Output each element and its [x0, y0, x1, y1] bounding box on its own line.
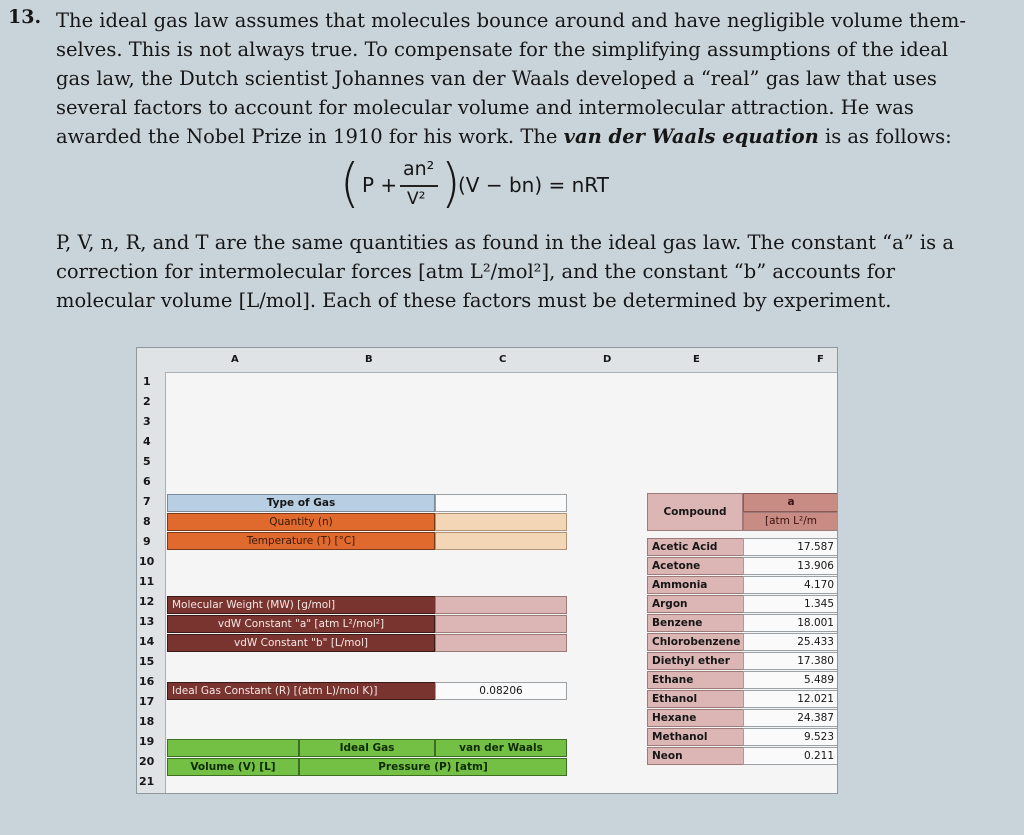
equation-numerator: an² — [403, 158, 435, 180]
compound-cell[interactable]: Ethane — [647, 671, 745, 689]
equation-denominator: V² — [407, 189, 426, 209]
molecular-weight-label[interactable]: Molecular Weight (MW) [g/mol] — [167, 596, 439, 614]
paragraph-constants — [56, 228, 976, 315]
volume-header-blank[interactable] — [167, 739, 299, 757]
text-line: correction for intermolecular forces [atm L²/mol²], and the constant “b” accounts for — [56, 260, 896, 283]
ideal-gas-constant-label[interactable]: Ideal Gas Constant (R) [(atm L)/mol K)] — [167, 682, 439, 700]
equation-p-plus: P + — [362, 173, 398, 197]
row-header[interactable]: 15 — [139, 655, 155, 668]
problem-number: 13. — [8, 6, 42, 28]
text-line: selves. This is not always true. To compensate for the simplifying assumptions of the ideal — [56, 38, 949, 61]
pressure-header[interactable]: Pressure (P) [atm] — [299, 758, 567, 776]
column-header[interactable]: F — [817, 354, 824, 365]
text-line — [56, 122, 976, 151]
compound-cell[interactable]: Acetic Acid — [647, 538, 745, 556]
row-header[interactable]: 17 — [139, 695, 155, 708]
text-line: gas law, the Dutch scientist Johannes van der Waals developed a “real” gas law that uses — [56, 67, 937, 90]
row-header[interactable]: 20 — [139, 755, 155, 768]
vdw-a-label[interactable]: vdW Constant "a" [atm L²/mol²] — [167, 615, 435, 633]
compound-cell[interactable]: Ethanol — [647, 690, 745, 708]
text-line: molecular volume [L/mol]. Each of these factors must be determined by experiment. — [56, 289, 892, 312]
row-header-bar — [137, 372, 166, 793]
text-line: P, V, n, R, and T are the same quantities as found in the ideal gas law. The constant “a” is a — [56, 231, 954, 254]
a-value-cell[interactable]: 12.021 — [743, 690, 838, 708]
a-value-cell[interactable]: 1.345 — [743, 595, 838, 613]
ideal-gas-header[interactable]: Ideal Gas — [299, 739, 435, 757]
row-header[interactable]: 16 — [139, 675, 155, 688]
row-header[interactable]: 19 — [139, 735, 155, 748]
a-value-cell[interactable]: 25.433 — [743, 633, 838, 651]
row-header[interactable]: 6 — [143, 475, 151, 488]
row-header[interactable]: 13 — [139, 615, 155, 628]
equation-open-paren: ( — [340, 152, 360, 214]
emphasis-term: van der Waals equation — [563, 125, 819, 148]
a-value-cell[interactable]: 9.523 — [743, 728, 838, 746]
text-line: The ideal gas law assumes that molecules bounce around and have negligible volume them- — [56, 9, 966, 32]
compound-cell[interactable]: Ammonia — [647, 576, 745, 594]
row-header[interactable]: 1 — [143, 375, 151, 388]
compound-cell[interactable]: Benzene — [647, 614, 745, 632]
type-of-gas-input[interactable] — [435, 494, 567, 512]
compound-cell[interactable]: Diethyl ether — [647, 652, 745, 670]
a-header[interactable]: a — [743, 493, 838, 512]
a-units-header[interactable]: [atm L²/m — [743, 512, 838, 531]
quantity-label[interactable]: Quantity (n) — [167, 513, 435, 531]
a-value-cell[interactable]: 24.387 — [743, 709, 838, 727]
a-value-cell[interactable]: 4.170 — [743, 576, 838, 594]
compound-cell[interactable]: Acetone — [647, 557, 745, 575]
column-header[interactable]: A — [231, 354, 239, 365]
row-header[interactable]: 7 — [143, 495, 151, 508]
column-header[interactable]: B — [365, 354, 373, 365]
row-header[interactable]: 4 — [143, 435, 151, 448]
compound-cell[interactable]: Neon — [647, 747, 745, 765]
row-header[interactable]: 12 — [139, 595, 155, 608]
equation-fraction-bar — [400, 185, 438, 187]
row-header[interactable]: 21 — [139, 775, 155, 788]
equation-rhs: (V − bn) = nRT — [458, 173, 609, 197]
row-header[interactable]: 3 — [143, 415, 151, 428]
row-header[interactable]: 2 — [143, 395, 151, 408]
compound-cell[interactable]: Hexane — [647, 709, 745, 727]
a-value-cell[interactable]: 17.587 — [743, 538, 838, 556]
a-value-cell[interactable]: 0.211 — [743, 747, 838, 765]
a-value-cell[interactable]: 13.906 — [743, 557, 838, 575]
compound-cell[interactable]: Argon — [647, 595, 745, 613]
van-der-waals-header[interactable]: van der Waals — [435, 739, 567, 757]
paragraph-intro — [56, 6, 976, 151]
type-of-gas-label[interactable]: Type of Gas — [167, 494, 435, 512]
a-value-cell[interactable]: 5.489 — [743, 671, 838, 689]
molecular-weight-value[interactable] — [435, 596, 567, 614]
text-segment: is as follows: — [818, 125, 952, 148]
column-header-bar — [137, 348, 837, 373]
compound-cell[interactable]: Chlorobenzene — [647, 633, 745, 651]
text-segment: awarded the Nobel Prize in 1910 for his work. The — [56, 125, 564, 148]
equation-close-paren: ) — [441, 152, 461, 214]
vdw-a-value[interactable] — [435, 615, 567, 633]
volume-header[interactable]: Volume (V) [L] — [167, 758, 299, 776]
column-header[interactable]: D — [603, 354, 612, 365]
row-header[interactable]: 9 — [143, 535, 151, 548]
row-header[interactable]: 14 — [139, 635, 155, 648]
compound-header[interactable]: Compound — [647, 493, 743, 531]
row-header[interactable]: 18 — [139, 715, 155, 728]
column-header[interactable]: E — [693, 354, 700, 365]
ideal-gas-constant-value[interactable]: 0.08206 — [435, 682, 567, 700]
row-header[interactable]: 8 — [143, 515, 151, 528]
compound-cell[interactable]: Methanol — [647, 728, 745, 746]
a-value-cell[interactable]: 17.380 — [743, 652, 838, 670]
row-header[interactable]: 10 — [139, 555, 155, 568]
vdw-b-label[interactable]: vdW Constant "b" [L/mol] — [167, 634, 435, 652]
vdw-b-value[interactable] — [435, 634, 567, 652]
quantity-input[interactable] — [435, 513, 567, 531]
spreadsheet — [136, 347, 838, 794]
temperature-label[interactable]: Temperature (T) [°C] — [167, 532, 435, 550]
van-der-waals-equation — [340, 152, 640, 222]
a-value-cell[interactable]: 18.001 — [743, 614, 838, 632]
temperature-input[interactable] — [435, 532, 567, 550]
text-line: several factors to account for molecular volume and intermolecular attraction. He was — [56, 96, 914, 119]
column-header[interactable]: C — [499, 354, 507, 365]
row-header[interactable]: 5 — [143, 455, 151, 468]
row-header[interactable]: 11 — [139, 575, 155, 588]
